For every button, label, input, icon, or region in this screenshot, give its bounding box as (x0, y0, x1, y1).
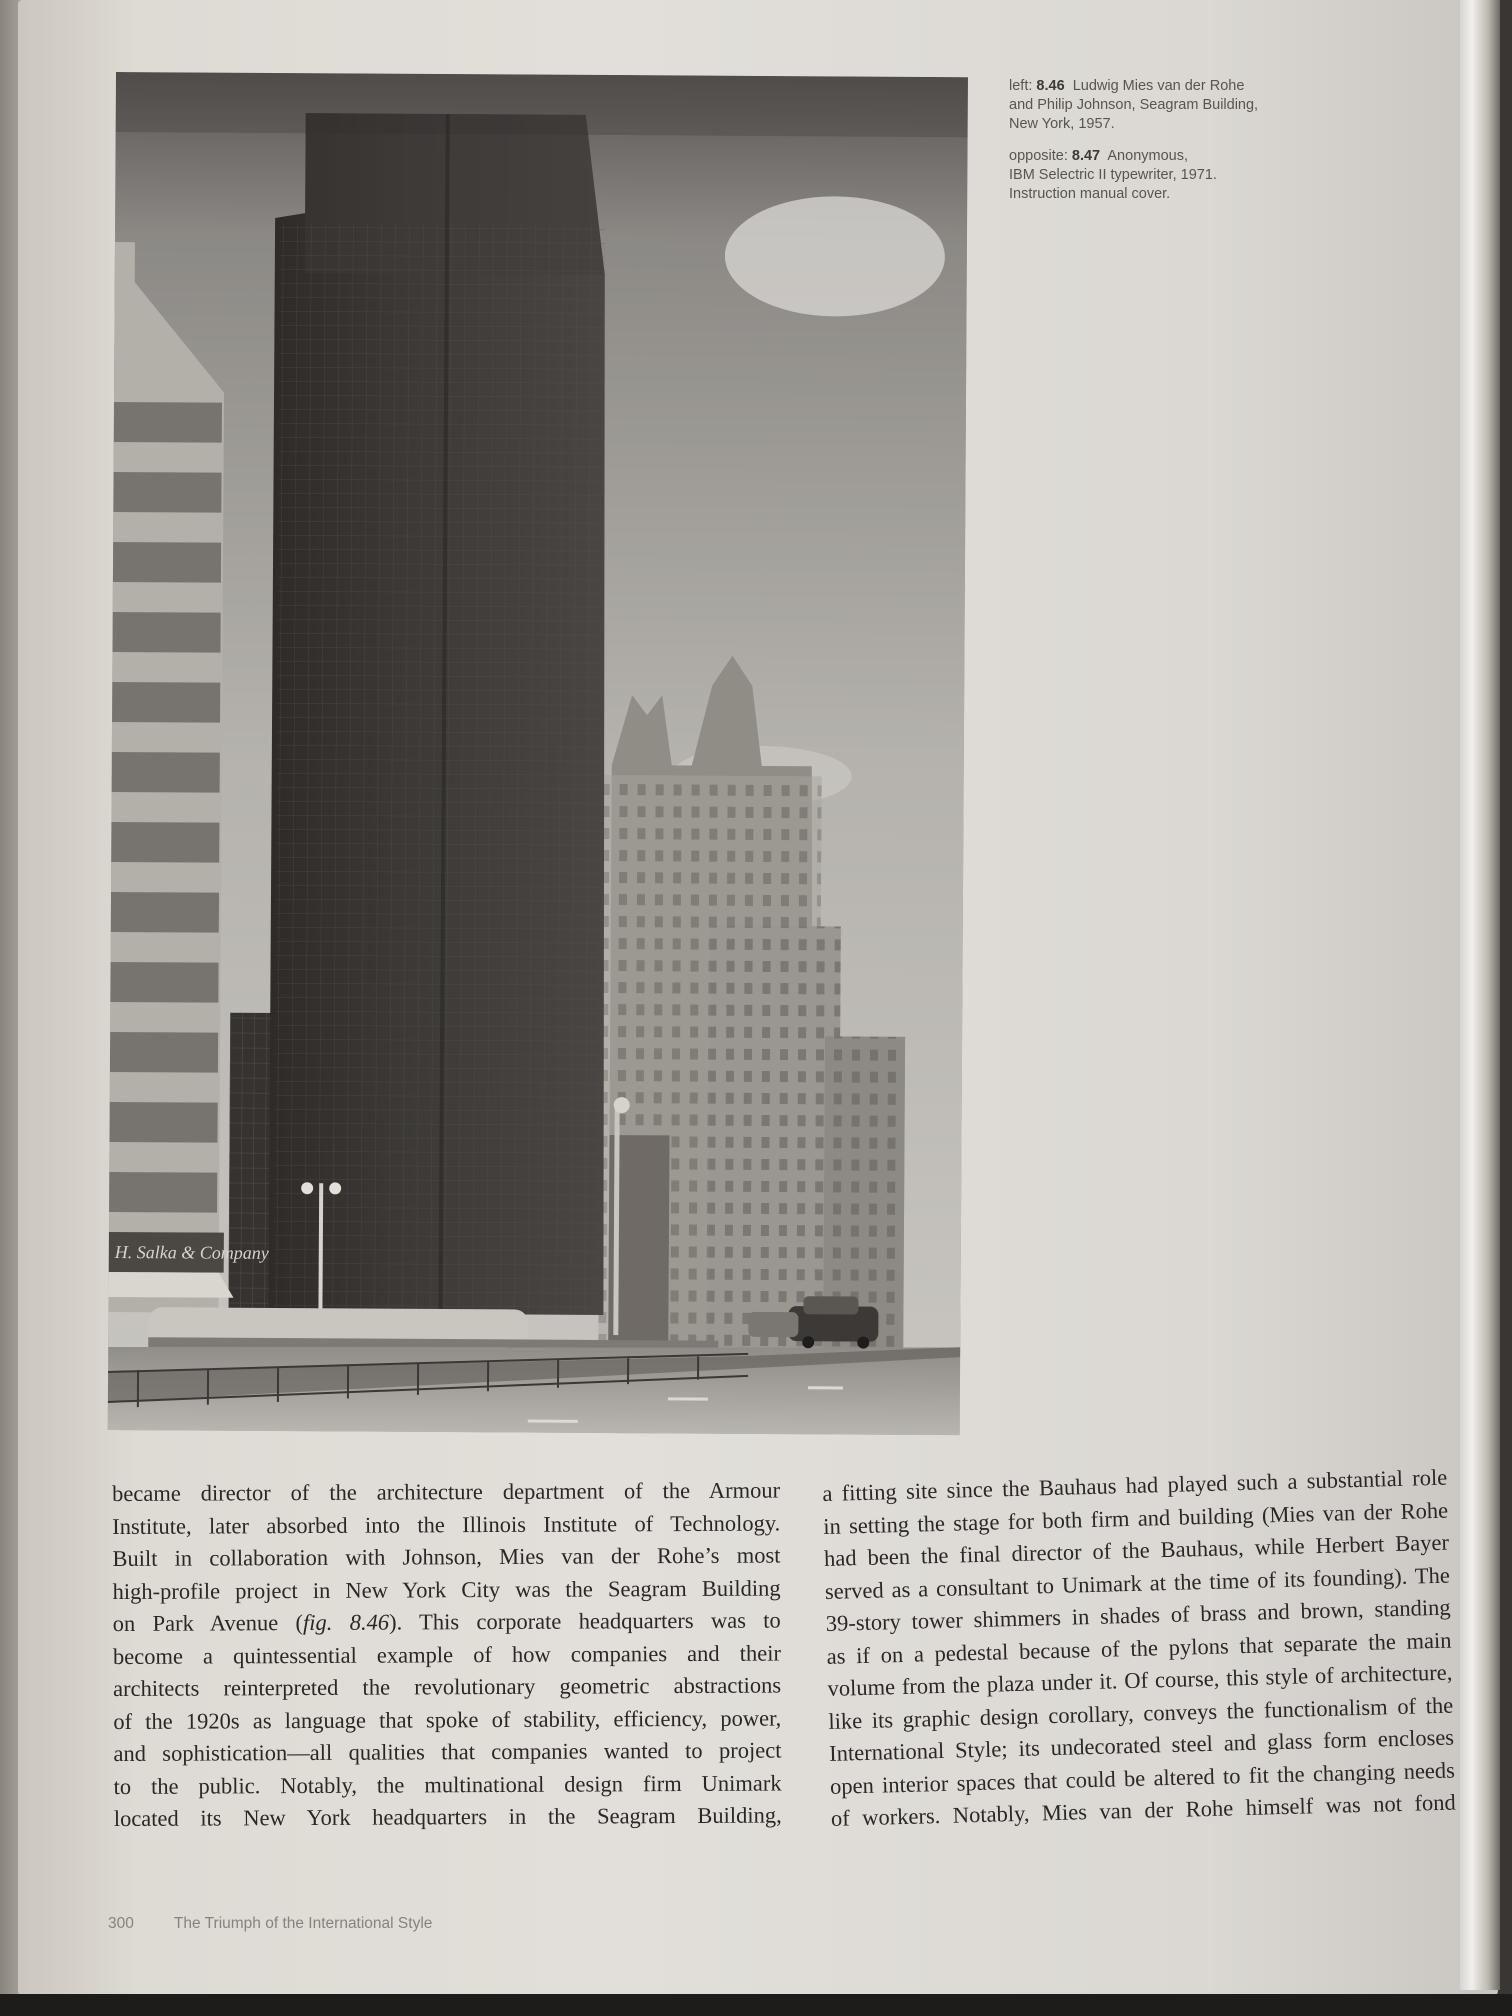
page-edge (1460, 0, 1500, 1990)
figure-captions (1009, 77, 1329, 217)
caption-figure-8-47 (1009, 147, 1329, 204)
caption-line: Ludwig Mies van der Rohe (1072, 78, 1245, 94)
body-line: of workers. Notably, Mies van der Rohe himself was not fond (830, 1789, 1457, 1831)
body-line: as if on a pedestal because of the pylons that separate the main (826, 1627, 1452, 1669)
page-footer (108, 1915, 432, 1933)
page-number: 300 (108, 1915, 134, 1932)
body-line: volume from the plaza under it. Of course, this style of architecture, (827, 1659, 1453, 1701)
body-text-right-column (822, 1462, 1456, 1836)
body-line: Built in collaboration with Johnson, Mies van der Rohe’s most (112, 1542, 781, 1571)
body-line: become a quintessential example of how companies and their (112, 1640, 781, 1669)
body-line: high-profile project in New York City was the Seagram Building (112, 1575, 781, 1604)
body-line: architects reinterpreted the revolutionary geometric abstractions (113, 1672, 782, 1701)
body-line: like its graphic design corollary, conveys the functionalism of the (828, 1692, 1454, 1734)
body-line: located its New York headquarters in the Seagram Building, (113, 1802, 782, 1831)
caption-prefix: opposite: (1009, 148, 1072, 164)
body-text-left-column (112, 1475, 782, 1836)
caption-figure-number: 8.47 (1071, 148, 1101, 164)
body-line: on Park Avenue (fig. 8.46). This corporate headquarters was to (112, 1607, 781, 1636)
running-title: The Triumph of the International Style (173, 1915, 433, 1932)
caption-line: New York, 1957. (1009, 116, 1115, 132)
caption-figure-8-46 (1009, 77, 1329, 134)
bottom-shadow (0, 1994, 1512, 2016)
caption-figure-number: 8.46 (1036, 78, 1065, 94)
body-line: to the public. Notably, the multinational design firm Unimark (113, 1769, 782, 1799)
body-line: became director of the architecture department of the Armour (112, 1477, 781, 1506)
body-line: of the 1920s as language that spoke of stability, efficiency, power, (113, 1704, 782, 1734)
body-line: and sophistication—all qualities that companies wanted to project (113, 1737, 782, 1766)
caption-line: Anonymous, (1107, 148, 1188, 164)
body-line: in setting the stage for both firm and building (Mies van der Rohe (822, 1497, 1449, 1539)
caption-line: IBM Selectric II typewriter, 1971. (1009, 167, 1217, 183)
caption-prefix: left: (1009, 78, 1037, 94)
body-line: open interior spaces that could be altered to fit the changing needs (829, 1757, 1456, 1799)
body-line: served as a consultant to Unimark at the time of its founding). The (824, 1562, 1451, 1604)
body-line: Institute, later absorbed into the Illinois Institute of Technology. (112, 1510, 781, 1539)
caption-line: and Philip Johnson, Seagram Building, (1009, 97, 1259, 113)
body-line: 39-story tower shimmers in shades of brass and brown, standing (825, 1594, 1451, 1636)
caption-line: Instruction manual cover. (1009, 186, 1171, 202)
figure-reference: fig. 8.46 (302, 1609, 390, 1636)
seagram-building-photo (108, 72, 968, 1435)
body-line: had been the final director of the Bauhaus, while Herbert Bayer (823, 1529, 1450, 1571)
body-line: a fitting site since the Bauhaus had played such a substantial role (822, 1464, 1448, 1506)
body-line: International Style; its undecorated steel and glass form encloses (828, 1724, 1455, 1766)
storefront-sign: H. Salka & Company (114, 1242, 269, 1263)
